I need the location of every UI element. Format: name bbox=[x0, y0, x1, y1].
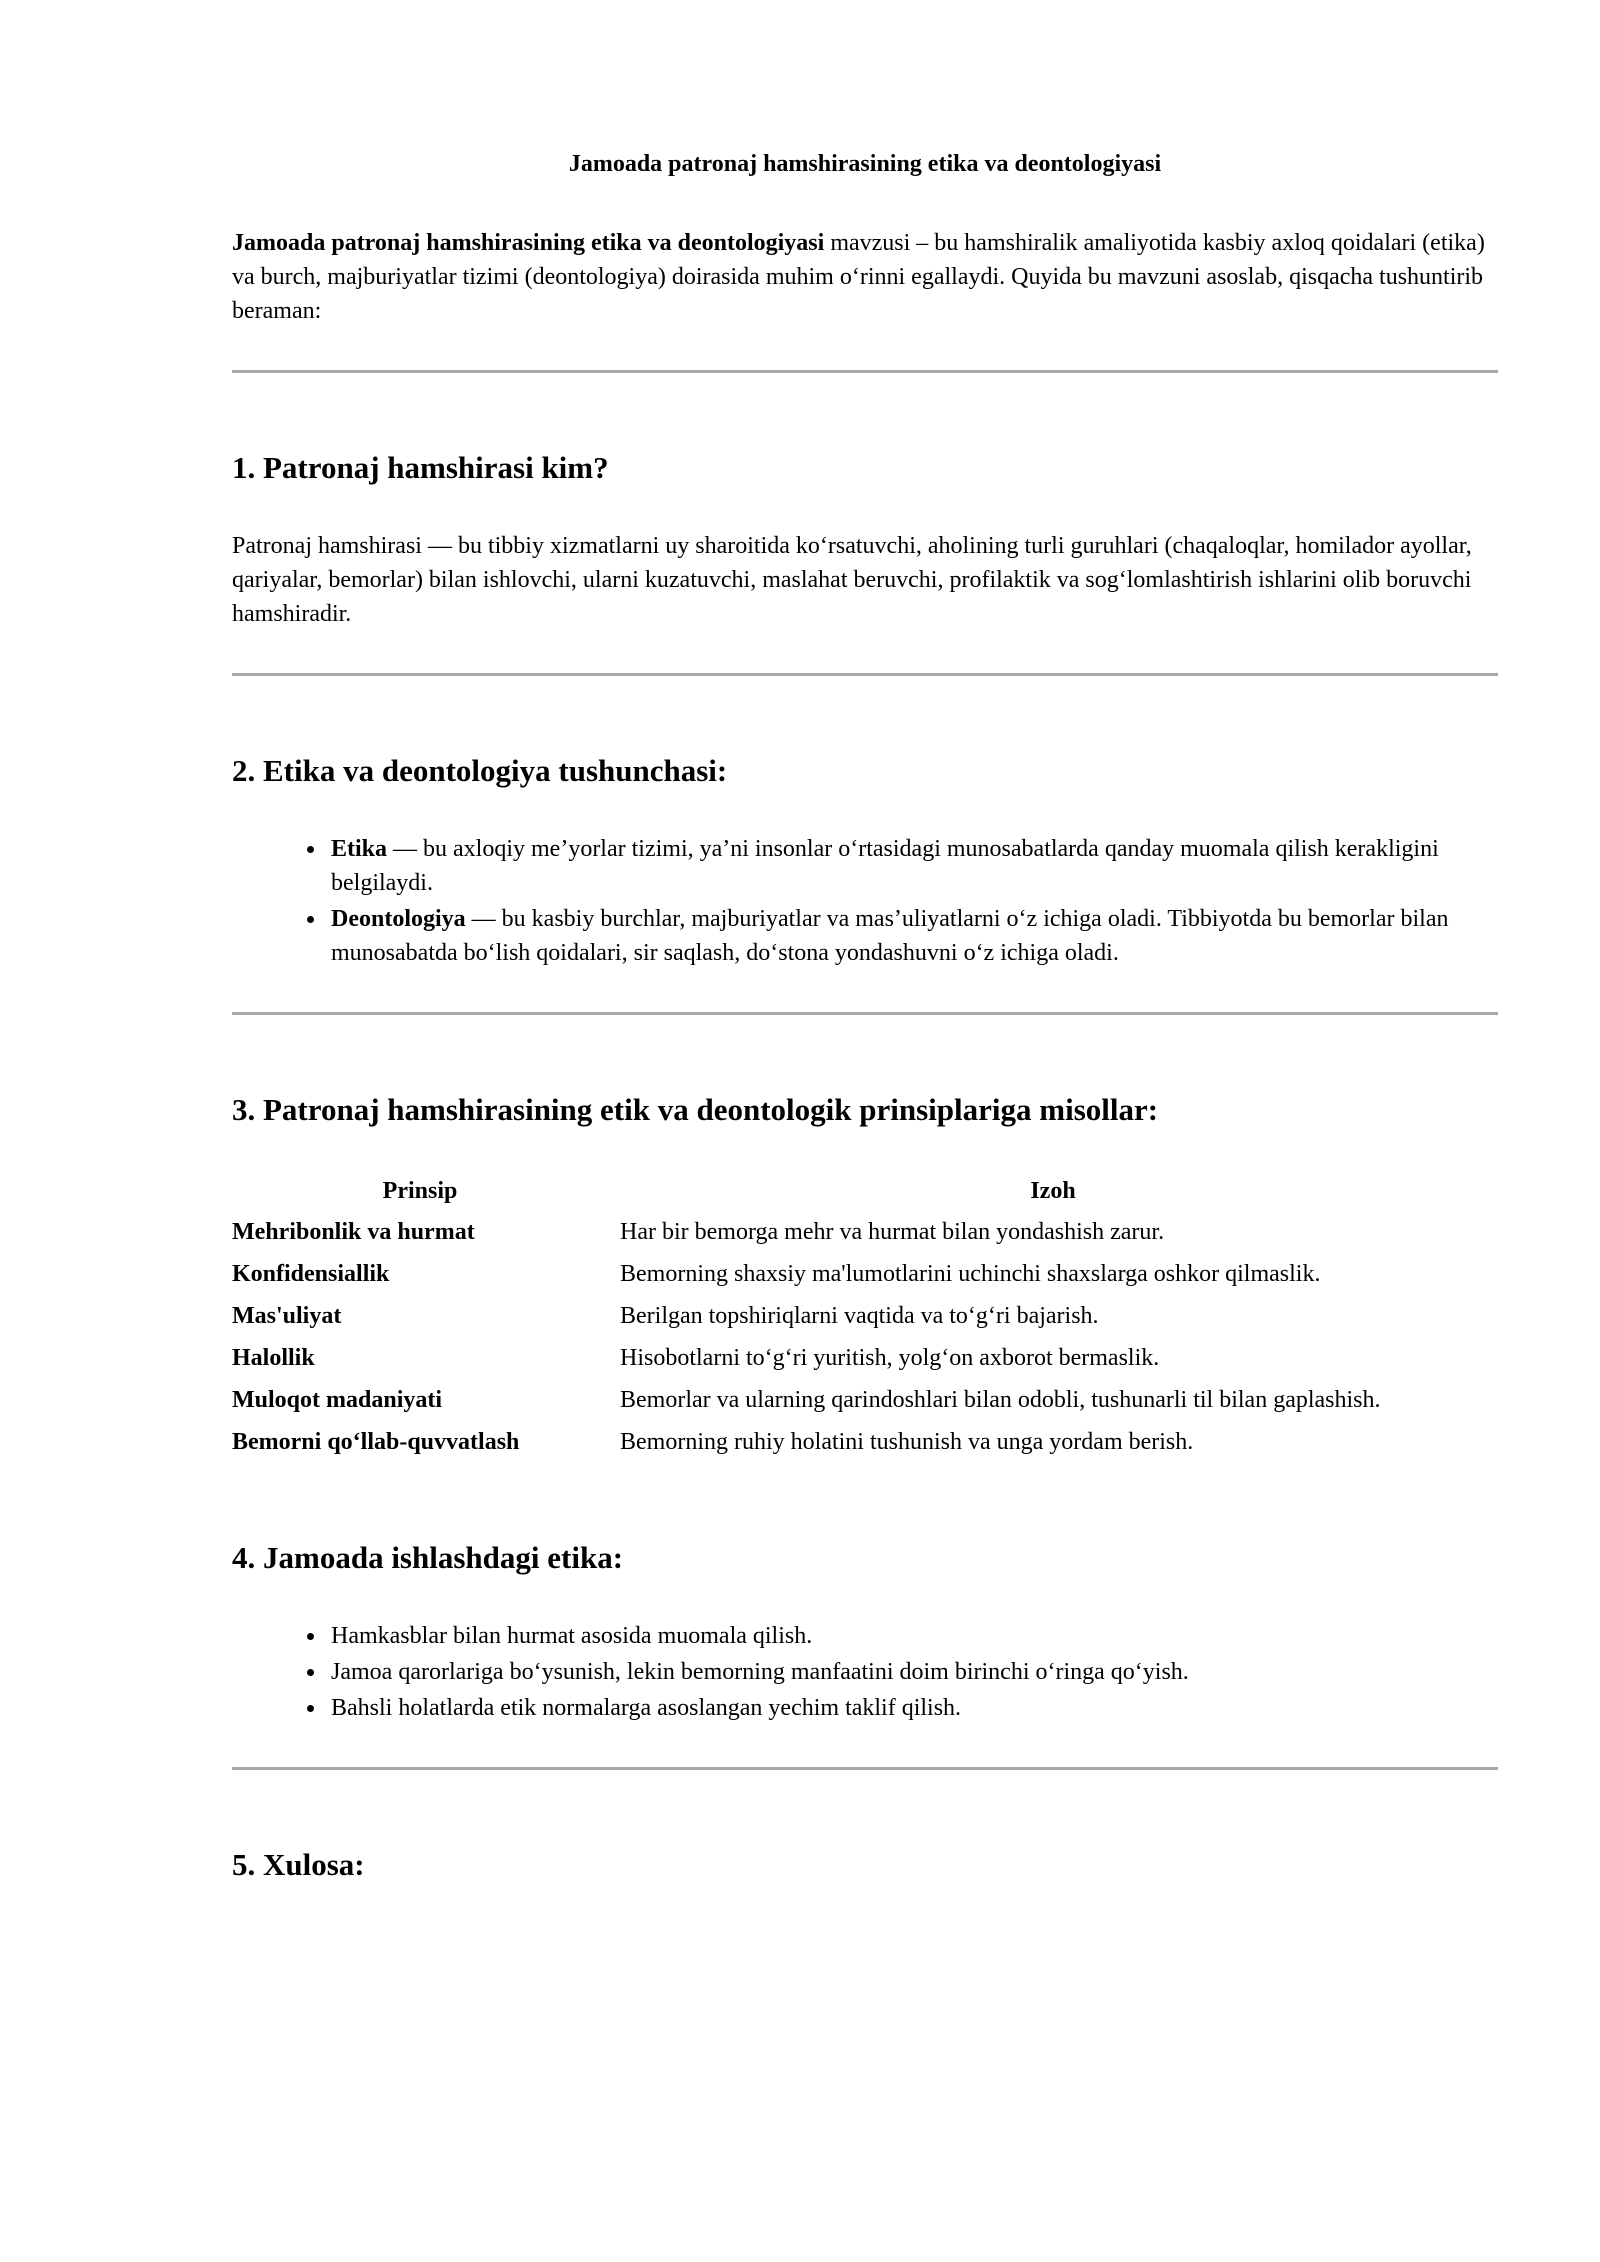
list-item-lead-bold: Deontologiya bbox=[331, 906, 466, 932]
intro-text: mavzusi – bu hamshiralik amaliyotida kasbiy axloq qoidalari (etika) va burch, majburiyatlar tizimi (deontologiya) doirasida muhim o‘rinni egallaydi. Quyida bu mavzuni asoslab, qisqacha tushuntirib beraman: bbox=[232, 230, 1485, 324]
prinsip-cell: Muloqot madaniyati bbox=[232, 1387, 443, 1413]
list-item bbox=[327, 902, 1498, 970]
table-row bbox=[232, 1379, 1498, 1421]
document-title: Jamoada patronaj hamshirasining etika va deontologiyasi bbox=[568, 151, 1162, 177]
section-divider-2 bbox=[232, 673, 1498, 676]
list-item-text: — bu kasbiy burchlar, majburiyatlar va mas’uliyatlarni o‘z ichiga oladi. Tibbiyotda bu bemorlar bilan munosabatda bo‘lish qoidalari, sir saqlash, do‘stona yondashuvni o‘z ichiga oladi. bbox=[331, 906, 1449, 966]
table-row bbox=[232, 1253, 1498, 1295]
table-header-row bbox=[232, 1171, 1498, 1211]
document-content bbox=[232, 0, 1498, 1884]
list-item-lead-bold: Etika bbox=[331, 836, 388, 862]
prinsip-cell: Mehribonlik va hurmat bbox=[232, 1219, 475, 1245]
section4-heading: 4. Jamoada ishlashdagi etika: bbox=[232, 1540, 624, 1575]
table-header-izoh: Izoh bbox=[1030, 1178, 1076, 1204]
izoh-cell: Bemorning ruhiy holatini tushunish va unga yordam berish. bbox=[620, 1429, 1194, 1455]
section5-heading: 5. Xulosa: bbox=[232, 1847, 365, 1882]
table-row bbox=[232, 1295, 1498, 1337]
list-item bbox=[327, 832, 1498, 900]
table-header-prinsip: Prinsip bbox=[382, 1178, 458, 1204]
table-row bbox=[232, 1337, 1498, 1379]
table-row bbox=[232, 1421, 1498, 1463]
section3-heading: 3. Patronaj hamshirasining etik va deontologik prinsiplariga misollar: bbox=[232, 1092, 1159, 1127]
table-row bbox=[232, 1211, 1498, 1253]
section-divider-4 bbox=[232, 1767, 1498, 1770]
izoh-cell: Har bir bemorga mehr va hurmat bilan yondashish zarur. bbox=[620, 1219, 1165, 1245]
izoh-cell: Bemorning shaxsiy ma'lumotlarini uchinchi shaxslarga oshkor qilmaslik. bbox=[620, 1261, 1321, 1287]
principles-table bbox=[232, 1171, 1498, 1463]
intro-lead-bold: Jamoada patronaj hamshirasining etika va deontologiyasi bbox=[232, 230, 825, 256]
intro-paragraph bbox=[232, 226, 1498, 328]
prinsip-cell: Bemorni qo‘llab-quvvatlash bbox=[232, 1429, 520, 1455]
izoh-cell: Berilgan topshiriqlarni vaqtida va to‘g‘ri bajarish. bbox=[620, 1303, 1099, 1329]
section1-paragraph: Patronaj hamshirasi — bu tibbiy xizmatlarni uy sharoitida ko‘rsatuvchi, aholining turli guruhlari (chaqaloqlar, homilador ayollar, qariyalar, bemorlar) bilan ishlovchi, ularni kuzatuvchi, maslahat beruvchi, profilaktik va sog‘lomlashtirish ishlarini olib boruvchi hamshiradir. bbox=[232, 533, 1472, 627]
list-item: • Hamkasblar bilan hurmat asosida muomala qilish. bbox=[327, 1619, 1498, 1653]
prinsip-cell: Mas'uliyat bbox=[232, 1303, 342, 1329]
prinsip-cell: Halollik bbox=[232, 1345, 315, 1371]
section-divider-3 bbox=[232, 1012, 1498, 1015]
list-item-text: — bu axloqiy me’yorlar tizimi, ya’ni insonlar o‘rtasidagi munosabatlarda qanday muomala qilish kerakligini belgilaydi. bbox=[331, 836, 1439, 896]
section2-list bbox=[232, 832, 1498, 970]
list-item: • Bahsli holatlarda etik normalarga asoslangan yechim taklif qilish. bbox=[327, 1691, 1498, 1725]
prinsip-cell: Konfidensiallik bbox=[232, 1261, 390, 1287]
izoh-cell: Hisobotlarni to‘g‘ri yuritish, yolg‘on axborot bermaslik. bbox=[620, 1345, 1160, 1371]
section2-heading: 2. Etika va deontologiya tushunchasi: bbox=[232, 753, 728, 788]
section-divider-1 bbox=[232, 370, 1498, 373]
section4-list bbox=[232, 1619, 1498, 1725]
list-item: • Jamoa qarorlariga bo‘ysunish, lekin bemorning manfaatini doim birinchi o‘ringa qo‘yish. bbox=[327, 1655, 1498, 1689]
section1-heading: 1. Patronaj hamshirasi kim? bbox=[232, 450, 609, 485]
izoh-cell: Bemorlar va ularning qarindoshlari bilan odobli, tushunarli til bilan gaplashish. bbox=[620, 1387, 1381, 1413]
